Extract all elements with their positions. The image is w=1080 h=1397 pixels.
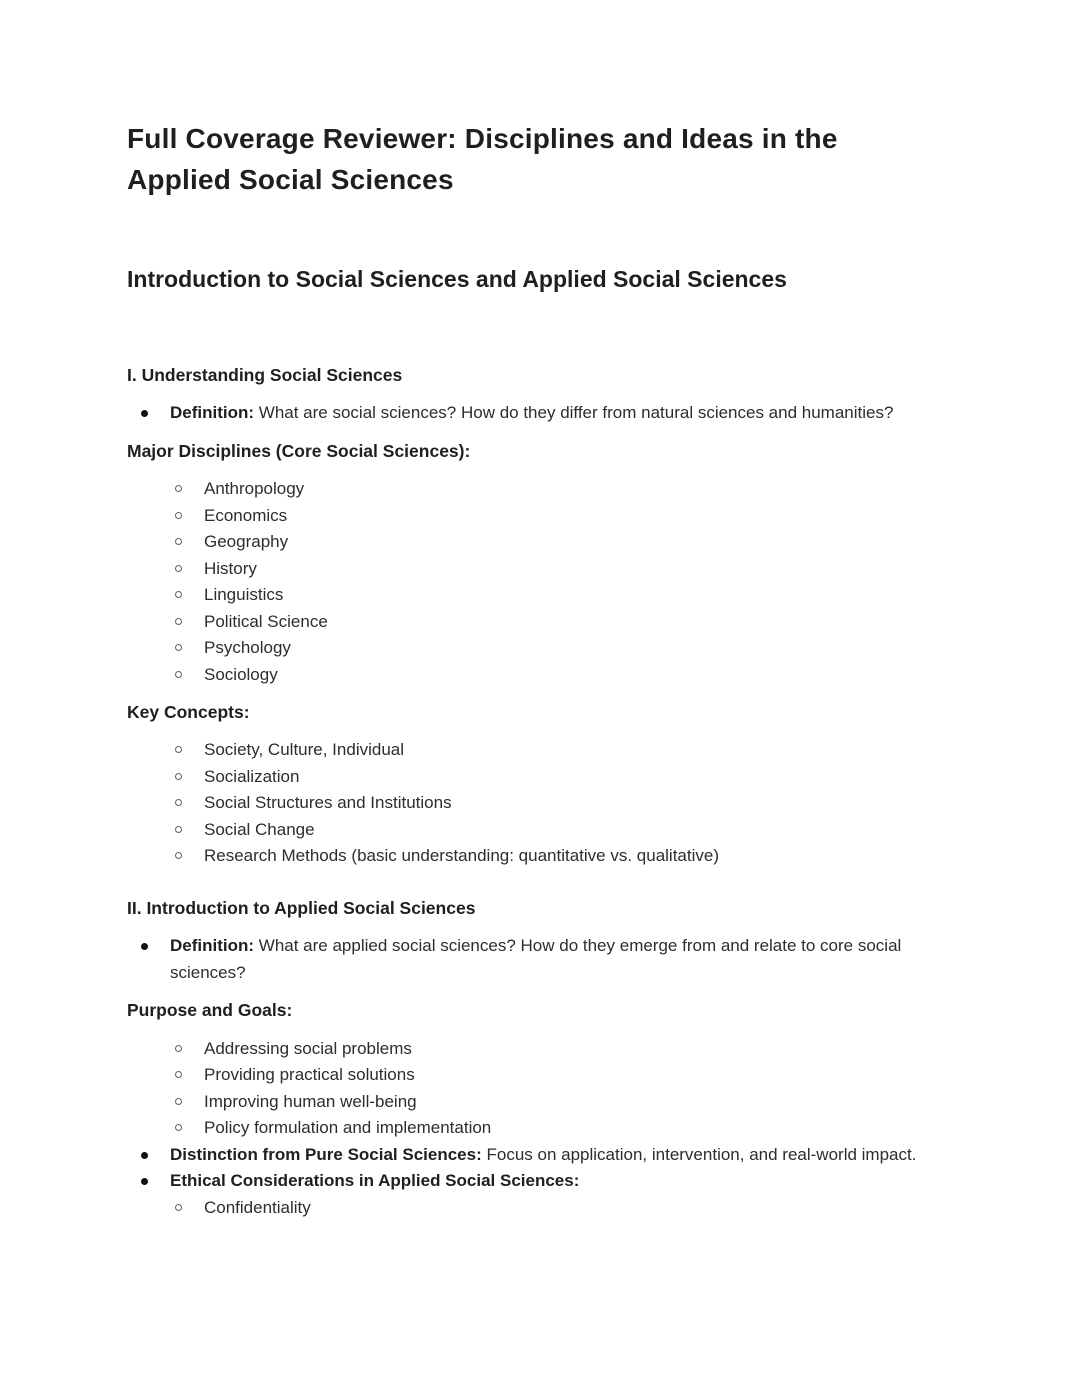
list-item <box>127 790 953 817</box>
circle-bullet-icon <box>175 852 182 859</box>
circle-bullet-icon <box>175 1124 182 1131</box>
list-item-text <box>170 933 932 986</box>
list-item-text: History <box>204 558 257 578</box>
list-item-text: Anthropology <box>204 479 305 499</box>
list-item-text <box>170 1142 916 1169</box>
list-item-text: Socialization <box>204 766 300 786</box>
circle-bullet-icon <box>175 671 182 678</box>
list-item-definition <box>127 400 953 427</box>
definition-list-section2 <box>127 933 953 986</box>
circle-bullet-icon <box>175 538 182 545</box>
list-item <box>127 635 953 662</box>
definition-list-section1 <box>127 400 953 427</box>
list-item-text: Social Structures and Institutions <box>204 793 452 813</box>
list-item <box>127 503 953 530</box>
definition-label: Definition: <box>170 403 255 423</box>
list-item-text: Confidentiality <box>204 1197 311 1217</box>
circle-bullet-icon <box>175 746 182 753</box>
circle-bullet-icon <box>175 799 182 806</box>
list-item <box>127 1195 953 1222</box>
list-item <box>127 737 953 764</box>
list-item <box>127 556 953 583</box>
document-title: Full Coverage Reviewer: Disciplines and Ideas in the Applied Social Sciences <box>127 123 838 196</box>
filled-bullet-icon <box>141 1178 148 1185</box>
list-item-text: Improving human well-being <box>204 1091 417 1111</box>
heading-key-concepts: Key Concepts: <box>127 702 250 723</box>
list-item-text: Sociology <box>204 664 278 684</box>
list-item <box>127 1089 953 1116</box>
circle-bullet-icon <box>175 1098 182 1105</box>
circle-bullet-icon <box>175 512 182 519</box>
list-item-text: Psychology <box>204 638 291 658</box>
circle-bullet-icon <box>175 618 182 625</box>
circle-bullet-icon <box>175 565 182 572</box>
circle-bullet-icon <box>175 826 182 833</box>
list-item <box>127 843 953 870</box>
circle-bullet-icon <box>175 591 182 598</box>
list-item-definition <box>127 933 953 986</box>
major-disciplines-list <box>127 476 953 688</box>
list-item <box>127 476 953 503</box>
list-item-text: Linguistics <box>204 585 284 605</box>
list-item <box>127 662 953 689</box>
list-item <box>127 764 953 791</box>
distinction-body: Focus on application, intervention, and real-world impact. <box>481 1144 917 1164</box>
list-item <box>127 609 953 636</box>
definition-label: Definition: <box>170 936 255 956</box>
list-item-ethical <box>127 1168 953 1195</box>
list-item-text <box>170 1168 579 1195</box>
circle-bullet-icon <box>175 1204 182 1211</box>
list-item-text: Policy formulation and implementation <box>204 1118 492 1138</box>
circle-bullet-icon <box>175 773 182 780</box>
filled-bullet-icon <box>141 410 148 417</box>
list-item <box>127 529 953 556</box>
list-item <box>127 1036 953 1063</box>
list-item-text: Research Methods (basic understanding: quantitative vs. qualitative) <box>204 846 720 866</box>
ethical-sub-list <box>127 1195 953 1222</box>
heading-intro-applied-social-sciences: II. Introduction to Applied Social Sciences <box>127 897 476 918</box>
list-item-distinction <box>127 1142 953 1169</box>
purpose-goals-list <box>127 1036 953 1142</box>
list-item-text: Addressing social problems <box>204 1038 412 1058</box>
definition-body: What are applied social sciences? How do they emerge from and relate to core social sciences? <box>170 936 902 982</box>
list-item <box>127 1062 953 1089</box>
heading-major-disciplines: Major Disciplines (Core Social Sciences): <box>127 440 471 461</box>
circle-bullet-icon <box>175 1071 182 1078</box>
ethical-label: Ethical Considerations in Applied Social Sciences: <box>170 1171 580 1191</box>
key-concepts-list <box>127 737 953 870</box>
circle-bullet-icon <box>175 1045 182 1052</box>
definition-body: What are social sciences? How do they differ from natural sciences and humanities? <box>254 403 894 423</box>
list-item-text <box>170 400 893 427</box>
closing-bullets-list <box>127 1142 953 1195</box>
list-item-text: Society, Culture, Individual <box>204 740 405 760</box>
list-item-text: Social Change <box>204 819 315 839</box>
heading-purpose-and-goals: Purpose and Goals: <box>127 1000 293 1021</box>
distinction-label: Distinction from Pure Social Sciences: <box>170 1144 482 1164</box>
heading-understanding-social-sciences: I. Understanding Social Sciences <box>127 364 403 385</box>
list-item-text: Economics <box>204 505 288 525</box>
circle-bullet-icon <box>175 644 182 651</box>
document-subtitle: Introduction to Social Sciences and Applied Social Sciences <box>127 265 787 292</box>
circle-bullet-icon <box>175 485 182 492</box>
filled-bullet-icon <box>141 1152 148 1159</box>
list-item <box>127 582 953 609</box>
list-item <box>127 817 953 844</box>
list-item-text: Political Science <box>204 611 328 631</box>
list-item-text: Geography <box>204 532 289 552</box>
list-item-text: Providing practical solutions <box>204 1065 415 1085</box>
filled-bullet-icon <box>141 943 148 950</box>
list-item <box>127 1115 953 1142</box>
